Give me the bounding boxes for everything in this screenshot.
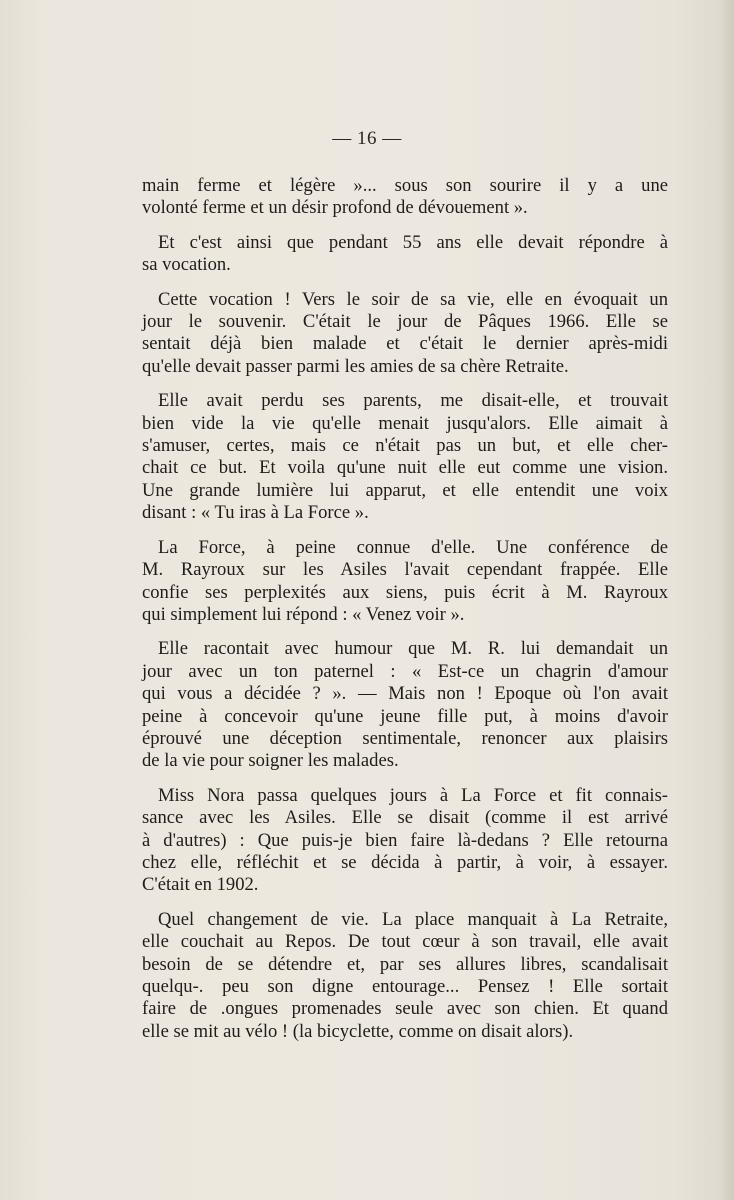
text-line: C'était en 1902. bbox=[142, 874, 259, 896]
text-line: à d'autres) : Que puis-je bien faire là-dedans ? Elle retourna bbox=[142, 829, 668, 851]
text-line: éprouvé une déception sentimentale, renoncer aux plaisirs bbox=[142, 727, 668, 749]
text-line: elle couchait au Repos. De tout cœur à son travail, elle avait bbox=[142, 931, 668, 953]
page-number: — 16 — bbox=[332, 128, 402, 149]
text-line: faire de .ongues promenades seule avec son chien. Et quand bbox=[142, 998, 668, 1020]
text-line: main ferme et légère »... sous son sourire il y a une bbox=[142, 175, 668, 196]
text-line: peine à concevoir qu'une jeune fille put, à moins d'avoir bbox=[142, 705, 668, 727]
page-edge-shadow bbox=[720, 0, 734, 1200]
paragraph bbox=[142, 909, 668, 1043]
text-line: Quel changement de vie. La place manquait à La Retraite, bbox=[158, 908, 668, 930]
text-line: confie ses perplexités aux siens, puis écrit à M. Rayroux bbox=[142, 581, 668, 603]
text-line: besoin de se détendre et, par ses allures libres, scandalisait bbox=[142, 953, 668, 975]
text-line: s'amuser, certes, mais ce n'était pas un but, et elle cher- bbox=[142, 435, 668, 457]
paragraph bbox=[142, 785, 668, 897]
text-line: Et c'est ainsi que pendant 55 ans elle devait répondre à bbox=[158, 231, 668, 253]
paragraph bbox=[142, 175, 668, 220]
text-line: disant : « Tu iras à La Force ». bbox=[142, 502, 369, 524]
text-line: elle se mit au vélo ! (la bicyclette, comme on disait alors). bbox=[142, 1020, 574, 1042]
text-line: bien vide la vie qu'elle menait jusqu'alors. Elle aimait à bbox=[142, 412, 668, 434]
paragraph bbox=[142, 638, 668, 772]
text-line: sentait déjà bien malade et c'était le dernier après-midi bbox=[142, 333, 668, 355]
text-line: chait ce but. Et voila qu'une nuit elle eut comme une vision. bbox=[142, 457, 668, 479]
text-line: Miss Nora passa quelques jours à La Force et fit connais- bbox=[158, 784, 668, 806]
text-line: de la vie pour soigner les malades. bbox=[142, 750, 399, 772]
text-line: chez elle, réfléchit et se décida à partir, à voir, à essayer. bbox=[142, 851, 668, 873]
text-line: Une grande lumière lui apparut, et elle entendit une voix bbox=[142, 479, 668, 501]
body-text bbox=[142, 175, 668, 1055]
paragraph bbox=[142, 289, 668, 379]
text-line: La Force, à peine connue d'elle. Une conférence de bbox=[158, 536, 668, 558]
text-line: sa vocation. bbox=[142, 254, 231, 276]
text-line: jour le souvenir. C'était le jour de Pâques 1966. Elle se bbox=[142, 311, 668, 333]
text-line: jour avec un ton paternel : « Est-ce un chagrin d'amour bbox=[142, 660, 668, 682]
paragraph bbox=[142, 232, 668, 277]
text-line: Cette vocation ! Vers le soir de sa vie, elle en évoquait un bbox=[158, 288, 668, 310]
text-line: volonté ferme et un désir profond de dévouement ». bbox=[142, 197, 528, 219]
text-line: Elle avait perdu ses parents, me disait-elle, et trouvait bbox=[158, 390, 668, 412]
text-line: M. Rayroux sur les Asiles l'avait cependant frappée. Elle bbox=[142, 559, 668, 581]
text-line: quelqu-. peu son digne entourage... Pensez ! Elle sortait bbox=[142, 976, 668, 997]
paragraph bbox=[142, 390, 668, 524]
text-line: qui simplement lui répond : « Venez voir ». bbox=[142, 603, 465, 625]
paragraph bbox=[142, 537, 668, 627]
text-line: qui vous a décidée ? ». — Mais non ! Epoque où l'on avait bbox=[142, 683, 668, 705]
text-line: Elle racontait avec humour que M. R. lui demandait un bbox=[158, 638, 668, 660]
text-line: sance avec les Asiles. Elle se disait (comme il est arrivé bbox=[142, 807, 668, 829]
text-line: qu'elle devait passer parmi les amies de sa chère Retraite. bbox=[142, 355, 569, 377]
